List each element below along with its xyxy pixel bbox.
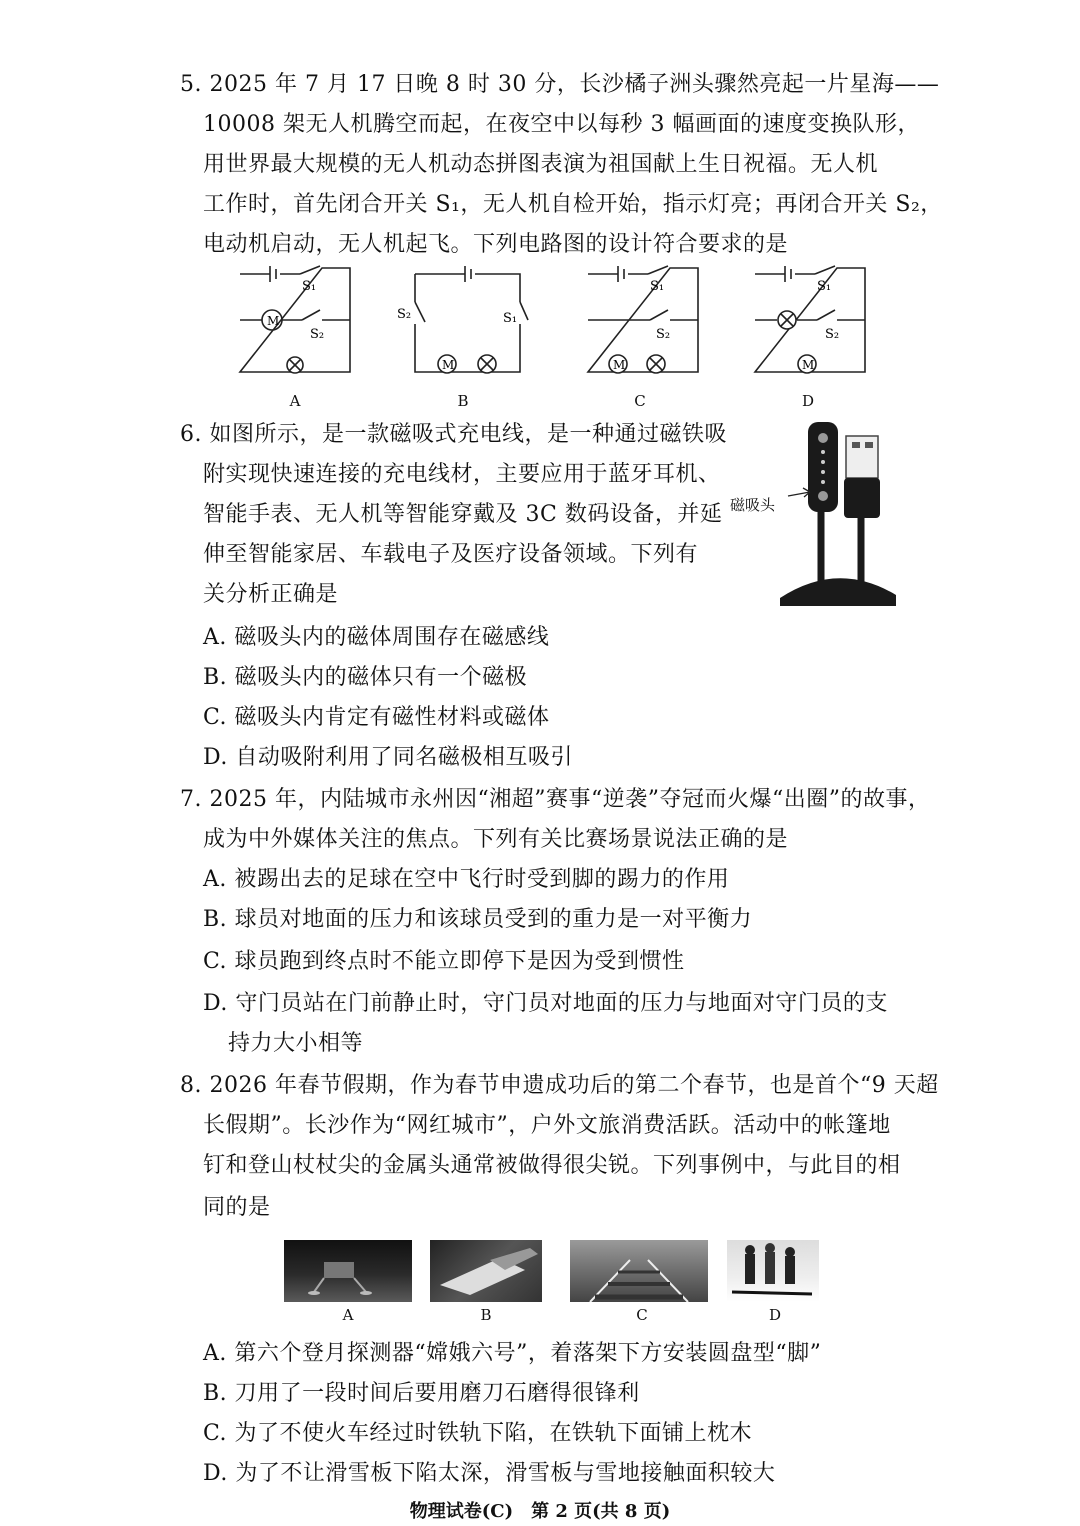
svg-text:S₁: S₁ (650, 279, 665, 294)
circuit-b-label: B (457, 392, 469, 410)
q8-line-1: 8. 2026 年春节假期，作为春节申遗成功后的第二个春节，也是首个“9 天超 (180, 1073, 939, 1098)
q5-line-1: 5. 2025 年 7 月 17 日晚 8 时 30 分，长沙橘子洲头骤然亮起一片星海—— (180, 72, 940, 97)
magnetic-cable-image (728, 420, 903, 610)
q8-option-b: B. 刀用了一段时间后要用磨刀石磨得很锋利 (203, 1381, 640, 1406)
q7-option-b: B. 球员对地面的压力和该球员受到的重力是一对平衡力 (203, 907, 753, 932)
q5-line-5: 电动机启动，无人机起飞。下列电路图的设计符合要求的是 (203, 232, 789, 257)
photo-c-label: C (636, 1306, 648, 1324)
svg-text:S₂: S₂ (656, 327, 671, 342)
q7-option-a: A. 被踢出去的足球在空中飞行时受到脚的踢力的作用 (203, 867, 730, 892)
q8-line-3: 钉和登山杖杖尖的金属头通常被做得很尖锐。下列事例中，与此目的相 (203, 1153, 901, 1178)
q6-option-c: C. 磁吸头内肯定有磁性材料或磁体 (203, 705, 550, 730)
q6-line-4: 伸至智能家居、车载电子及医疗设备领域。下列有 (203, 542, 699, 567)
q7-option-d-continued: 持力大小相等 (228, 1031, 364, 1056)
circuit-diagram-d (745, 262, 875, 382)
q5-line-4: 工作时，首先闭合开关 S₁，无人机自检开始，指示灯亮；再闭合开关 S₂， (203, 192, 943, 217)
svg-text:M: M (442, 358, 455, 372)
photo-knife-sharpening (430, 1240, 542, 1302)
circuit-a-label: A (289, 392, 301, 410)
circuit-c-label: C (634, 392, 646, 410)
q6-line-2: 附实现快速连接的充电线材，主要应用于蓝牙耳机、 (203, 462, 721, 487)
q6-line-3: 智能手表、无人机等智能穿戴及 3C 数码设备，并延 (203, 502, 723, 527)
svg-text:S₂: S₂ (397, 307, 412, 322)
q7-line-2: 成为中外媒体关注的焦点。下列有关比赛场景说法正确的是 (203, 827, 789, 852)
svg-text:M: M (613, 358, 626, 372)
q6-option-d: D. 自动吸附利用了同名磁极相互吸引 (203, 745, 573, 770)
q8-option-c: C. 为了不使火车经过时铁轨下陷，在铁轨下面铺上枕木 (203, 1421, 753, 1446)
photo-a-label: A (342, 1306, 354, 1324)
q7-line-1: 7. 2025 年，内陆城市永州因“湘超”赛事“逆袭”夺冠而火爆“出圈”的故事， (180, 787, 931, 812)
svg-text:M: M (802, 358, 815, 372)
svg-text:S₂: S₂ (825, 327, 840, 342)
svg-text:S₁: S₁ (817, 279, 832, 294)
photo-b-label: B (480, 1306, 492, 1324)
photo-d-label: D (768, 1306, 782, 1324)
photo-railway-sleepers (570, 1240, 708, 1302)
q6-option-a: A. 磁吸头内的磁体周围存在磁感线 (203, 625, 550, 650)
switch-s1-label: S₁ (302, 279, 317, 294)
magnetic-head-label: 磁吸头 (730, 496, 776, 514)
photo-skiers (727, 1240, 819, 1302)
circuit-d-label: D (801, 392, 815, 410)
circuit-diagram-c (578, 262, 708, 382)
svg-text:S₁: S₁ (503, 311, 518, 326)
circuit-diagram-a (230, 262, 360, 382)
page-footer: 物理试卷(C) 第 2 页(共 8 页) (409, 1501, 671, 1522)
q6-line-1: 6. 如图所示，是一款磁吸式充电线，是一种通过磁铁吸 (180, 422, 727, 447)
q6-line-5: 关分析正确是 (203, 582, 339, 607)
q7-option-c: C. 球员跑到终点时不能立即停下是因为受到惯性 (203, 949, 685, 974)
q8-option-d: D. 为了不让滑雪板下陷太深，滑雪板与雪地接触面积较大 (203, 1461, 776, 1486)
motor-label: M (267, 314, 280, 328)
q7-option-d: D. 守门员站在门前静止时，守门员对地面的压力与地面对守门员的支 (203, 991, 888, 1016)
q8-line-2: 长假期”。长沙作为“网红城市”，户外文旅消费活跃。活动中的帐篷地 (203, 1113, 891, 1138)
circuit-diagram-b (395, 262, 535, 382)
q5-line-2: 10008 架无人机腾空而起，在夜空中以每秒 3 幅画面的速度变换队形， (203, 112, 920, 137)
q8-option-a: A. 第六个登月探测器“嫦娥六号”，着落架下方安装圆盘型“脚” (203, 1341, 822, 1366)
switch-s2-label: S₂ (310, 327, 325, 342)
q5-line-3: 用世界最大规模的无人机动态拼图表演为祖国献上生日祝福。无人机 (203, 152, 879, 177)
q6-option-b: B. 磁吸头内的磁体只有一个磁极 (203, 665, 528, 690)
q8-line-4: 同的是 (203, 1195, 271, 1220)
photo-lunar-lander (284, 1240, 412, 1302)
